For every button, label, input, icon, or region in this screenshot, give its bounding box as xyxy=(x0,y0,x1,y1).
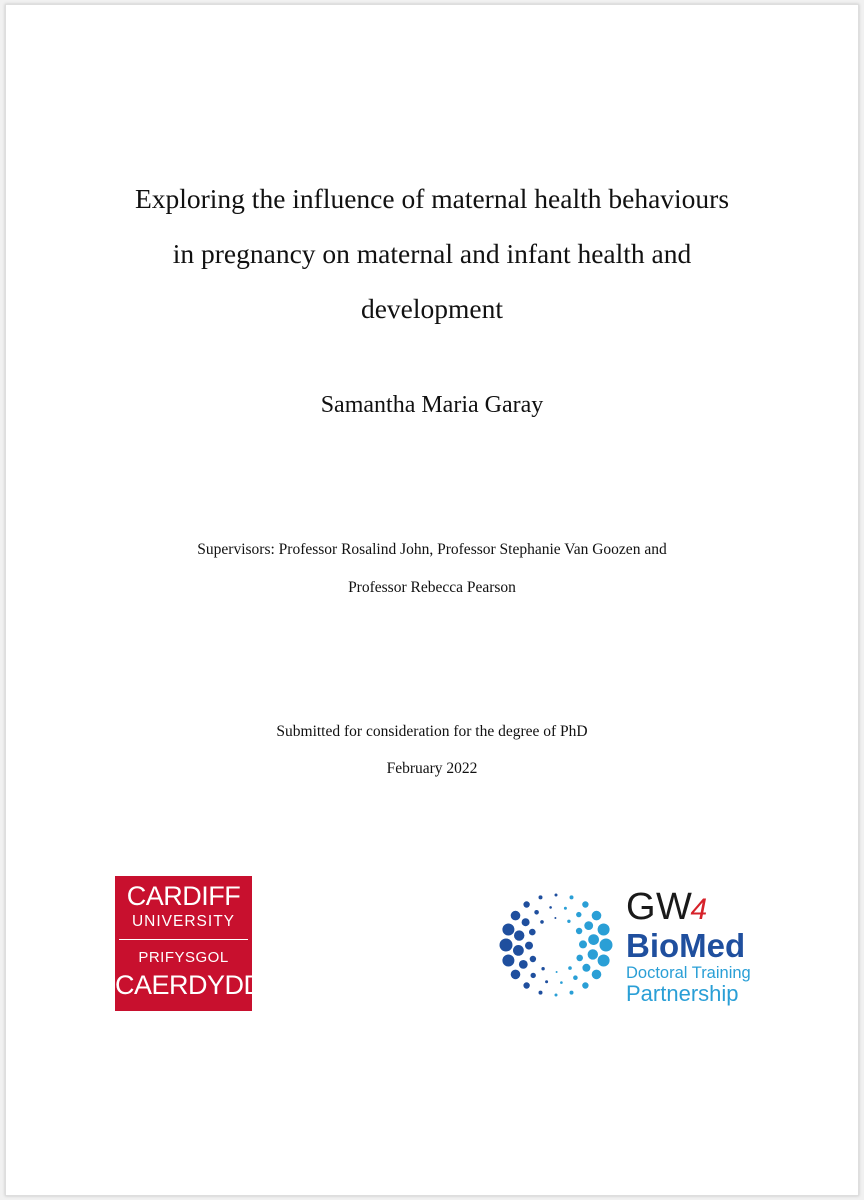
thesis-title xyxy=(46,171,818,336)
submission-date: February 2022 xyxy=(386,760,478,777)
gw4-dot-ring-icon xyxy=(493,885,619,1005)
gw4-dot xyxy=(539,895,543,899)
gw4-dot xyxy=(556,971,558,973)
gw4-dot xyxy=(582,982,588,988)
cardiff-logo-line: CAERDYDD xyxy=(115,970,263,1000)
gw4-dot xyxy=(545,980,548,983)
supervisors-line: Professor Rebecca Pearson xyxy=(348,579,516,596)
gw4-dot xyxy=(560,981,563,984)
gw4-dot xyxy=(570,895,574,899)
gw4-dot xyxy=(530,956,536,962)
gw4-dot xyxy=(588,949,598,959)
gw4-dot xyxy=(549,906,552,909)
thesis-title-page xyxy=(5,4,859,1196)
gw4-dot xyxy=(600,939,613,952)
gw4-dot xyxy=(579,940,587,948)
gw4-dot xyxy=(592,970,602,980)
gw4-dot xyxy=(584,921,593,930)
gw4-heading-text: GW xyxy=(626,886,693,928)
author-name: Samantha Maria Garay xyxy=(320,392,544,418)
cardiff-logo-line: UNIVERSITY xyxy=(131,913,235,930)
gw4-partnership-text: Partnership xyxy=(626,981,739,1006)
gw4-dot xyxy=(555,994,558,997)
gw4-dot xyxy=(582,901,588,907)
gw4-dot xyxy=(576,928,582,934)
gw4-dot xyxy=(540,920,544,924)
cardiff-logo-line: CARDIFF xyxy=(126,881,241,911)
gw4-dot xyxy=(576,912,581,917)
gw4-dot xyxy=(568,966,572,970)
gw4-dot xyxy=(519,960,528,969)
gw4-heading-suffix: 4 xyxy=(690,893,708,926)
gw4-dot xyxy=(511,970,521,980)
gw4-biomed-text: BioMed xyxy=(626,927,746,964)
title-line: in pregnancy on maternal and infant health and xyxy=(172,238,692,269)
gw4-dot xyxy=(564,907,567,910)
gw4-dot xyxy=(525,942,533,950)
title-line: Exploring the influence of maternal health behaviours xyxy=(134,183,730,214)
degree-statement: Submitted for consideration for the degree of PhD xyxy=(276,723,588,740)
gw4-dot xyxy=(598,955,610,967)
gw4-dot xyxy=(570,991,574,995)
gw4-dot xyxy=(588,934,599,945)
submission-info xyxy=(6,713,858,787)
gw4-dot xyxy=(500,939,513,952)
gw4-heading xyxy=(626,887,766,930)
gw4-dot xyxy=(522,918,530,926)
cardiff-logo-divider xyxy=(119,939,248,940)
gw4-dot xyxy=(531,973,536,978)
gw4-biomed-logo xyxy=(626,887,766,1006)
gw4-dot xyxy=(598,924,610,936)
gw4-dot xyxy=(523,982,529,988)
cardiff-university-logo xyxy=(115,876,263,1011)
gw4-dot xyxy=(576,955,583,962)
gw4-dot xyxy=(539,991,543,995)
gw4-dot xyxy=(514,930,524,940)
gw4-dtp-text: Doctoral Training xyxy=(626,964,751,982)
gw4-dot xyxy=(523,901,529,907)
gw4-dot xyxy=(567,920,570,923)
gw4-dot xyxy=(513,945,524,956)
gw4-dot xyxy=(534,910,539,915)
gw4-dot xyxy=(541,967,544,970)
supervisors-line: Supervisors: Professor Rosalind John, Professor Stephanie Van Goozen and xyxy=(197,541,667,558)
gw4-dot xyxy=(573,975,578,980)
gw4-dot xyxy=(555,894,558,897)
cardiff-logo-line: PRIFYSGOL xyxy=(138,949,229,966)
gw4-dot xyxy=(592,911,602,921)
gw4-dot xyxy=(502,955,514,967)
gw4-dot xyxy=(511,911,521,921)
gw4-dot xyxy=(502,924,514,936)
gw4-dot xyxy=(554,917,556,919)
supervisors xyxy=(46,531,818,607)
gw4-dot xyxy=(582,964,590,972)
gw4-dot xyxy=(529,929,536,936)
title-line: development xyxy=(360,293,504,324)
